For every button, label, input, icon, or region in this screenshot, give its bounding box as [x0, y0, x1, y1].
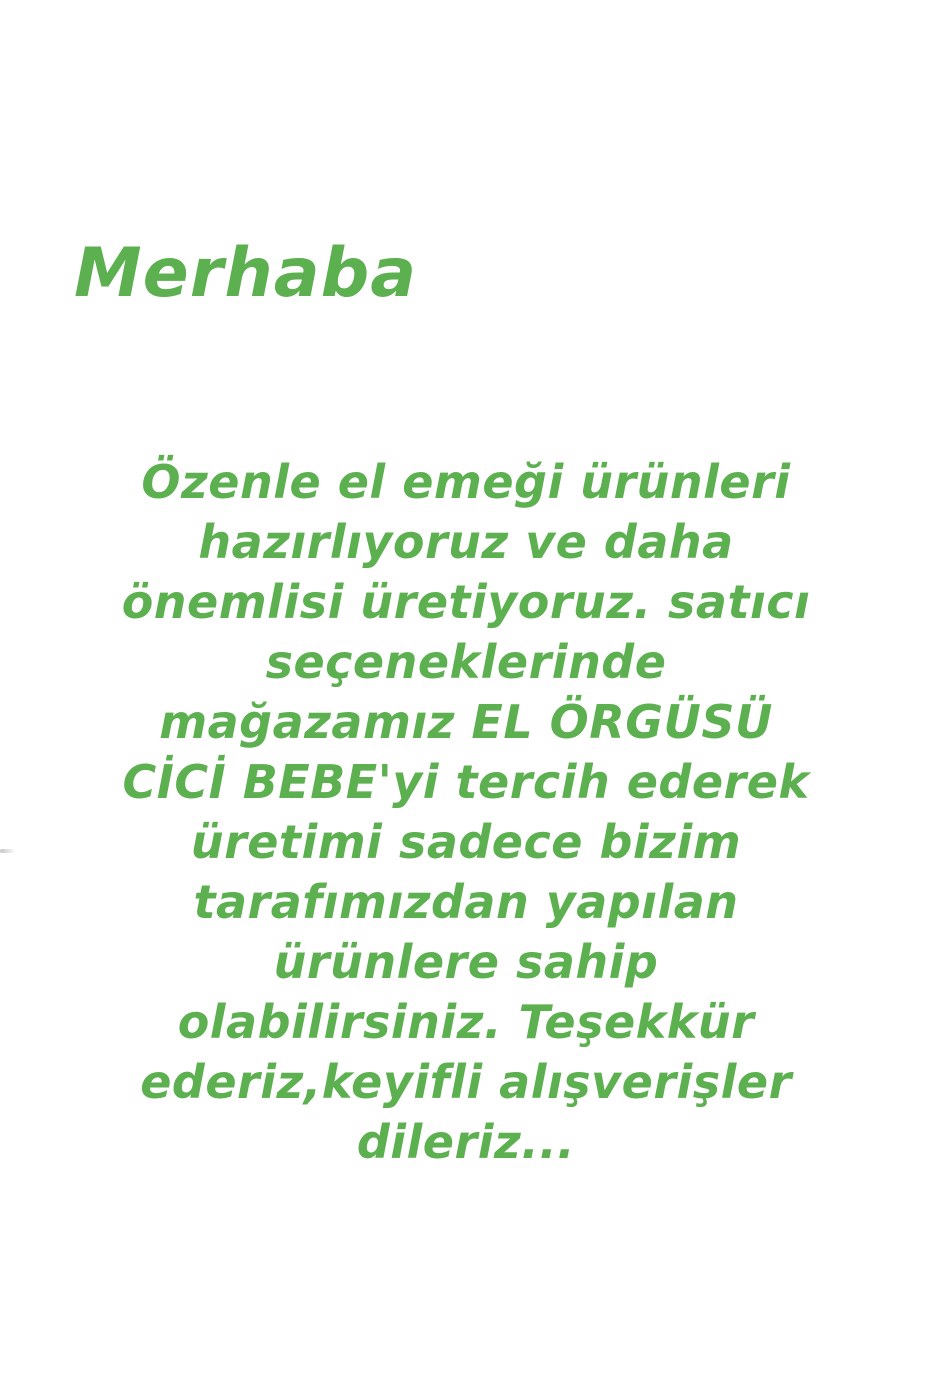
message-line: önemlisi üretiyoruz. satıcı: [121, 575, 811, 629]
message-line: dileriz...: [356, 1115, 576, 1169]
message-line: ederiz,keyifli alışverişler: [140, 1055, 792, 1109]
greeting-title: Merhaba: [74, 234, 418, 313]
message-line: üretimi sadece bizim: [190, 815, 742, 869]
message-line: ürünlere sahip: [273, 935, 659, 989]
message-line: CİCİ BEBE'yi tercih ederek: [122, 755, 810, 809]
message-line: mağazamız EL ÖRGÜSÜ: [159, 695, 773, 749]
message-line: hazırlıyoruz ve daha: [198, 515, 734, 569]
message-line: tarafımızdan yapılan: [193, 875, 739, 929]
seller-message: [36, 452, 896, 1172]
left-edge-scan-artifact: [0, 849, 16, 853]
message-line: olabilirsiniz. Teşekkür: [177, 995, 755, 1049]
message-line: seçeneklerinde: [265, 635, 667, 689]
message-line: Özenle el emeği ürünleri: [141, 455, 791, 509]
